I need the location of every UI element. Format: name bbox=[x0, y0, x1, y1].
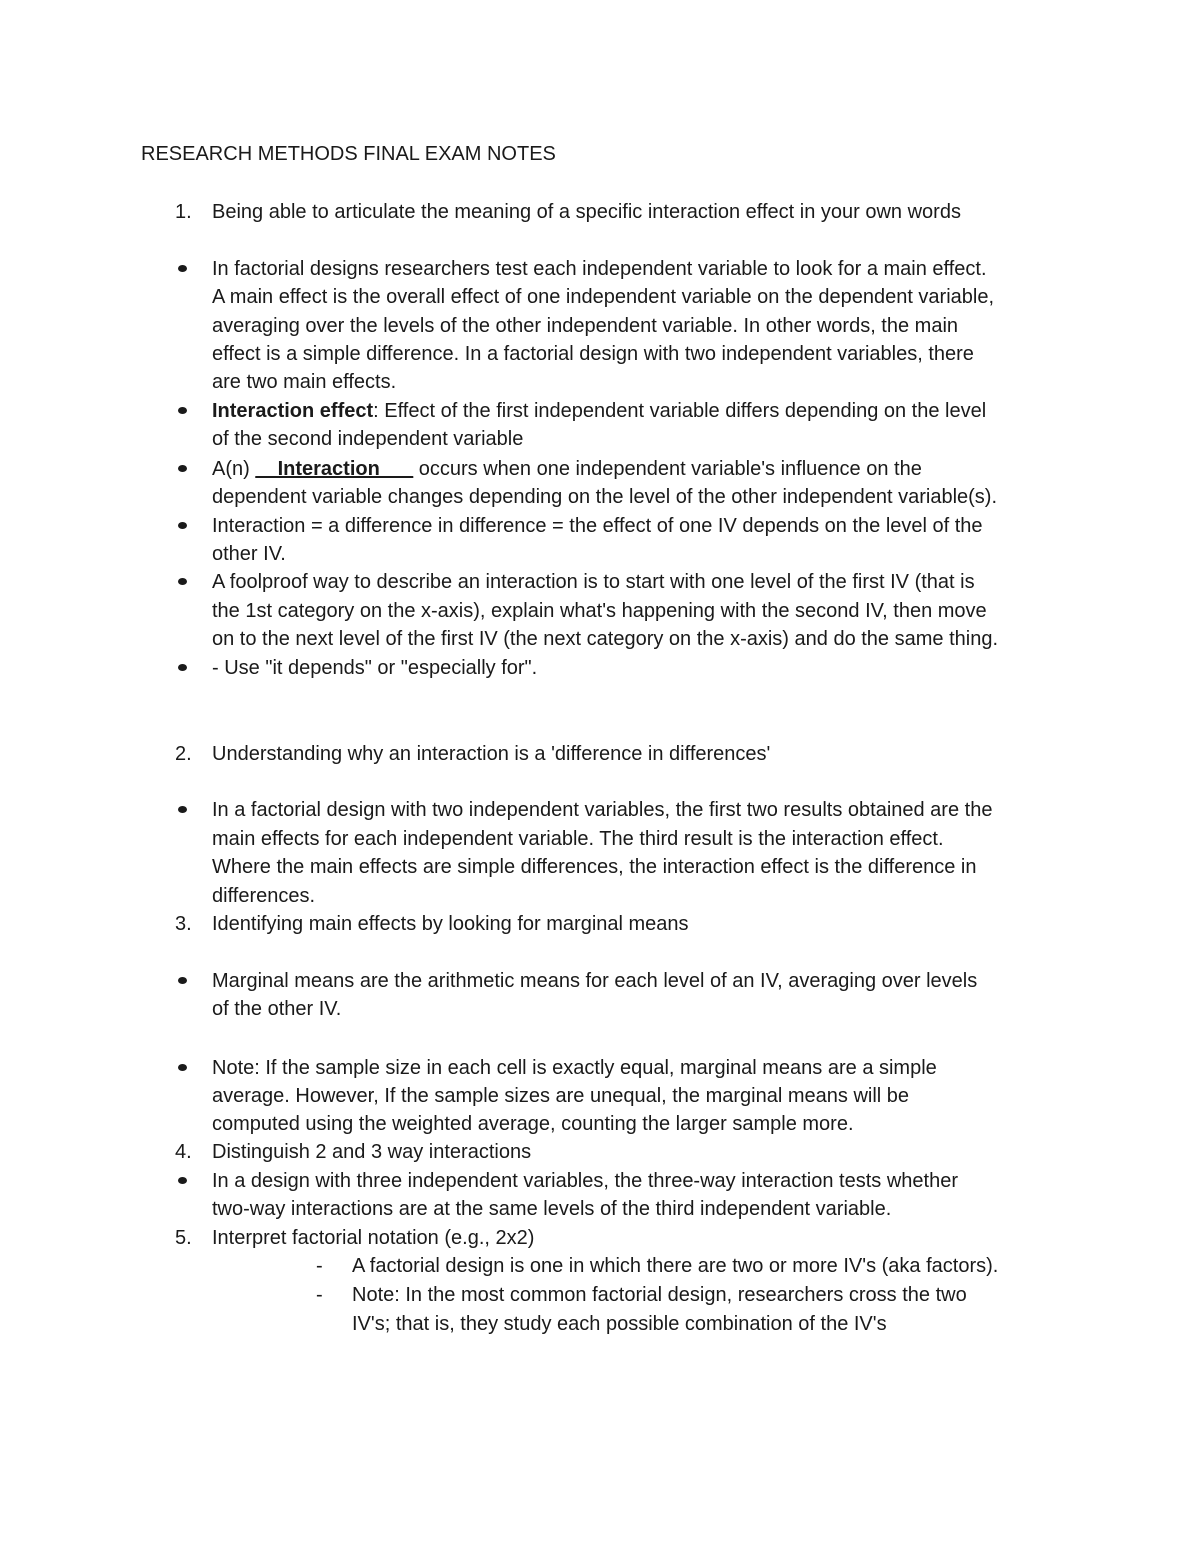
item-4-bullet-1-line-2: two-way interactions are at the same levels of the third independent variable. bbox=[212, 1198, 892, 1220]
item-1-bullet-1-line-4: effect is a simple difference. In a factorial design with two independent variables, there bbox=[212, 343, 974, 365]
item-1-bullet-6-line-1: - Use "it depends" or "especially for". bbox=[212, 657, 538, 679]
item-1-bullet-5-line-1: A foolproof way to describe an interaction is to start with one level of the first IV (that is bbox=[212, 571, 975, 593]
bullet-icon bbox=[178, 407, 187, 414]
item-3-bullet-1-line-2: of the other IV. bbox=[212, 998, 342, 1020]
fill-blank-prefix: A(n) bbox=[212, 458, 256, 480]
dash-marker: - bbox=[316, 1284, 323, 1306]
bullet-icon bbox=[178, 522, 187, 529]
item-2-heading: Understanding why an interaction is a 'difference in differences' bbox=[212, 743, 771, 765]
item-1-bullet-1-line-3: averaging over the levels of the other independent variable. In other words, the main bbox=[212, 315, 959, 337]
item-1-heading: Being able to articulate the meaning of a specific interaction effect in your own words bbox=[212, 201, 961, 223]
item-1-number: 1. bbox=[175, 201, 192, 223]
item-3-bullet-2-line-3: computed using the weighted average, counting the larger sample more. bbox=[212, 1113, 854, 1135]
bullet-icon bbox=[178, 578, 187, 585]
item-3-bullet-2-line-2: average. However, If the sample sizes are unequal, the marginal means will be bbox=[212, 1085, 910, 1107]
item-1-bullet-2-line-2: of the second independent variable bbox=[212, 428, 524, 450]
item-1-bullet-1-line-5: are two main effects. bbox=[212, 371, 397, 393]
item-2-number: 2. bbox=[175, 743, 192, 765]
item-1-bullet-4-line-1: Interaction = a difference in difference = the effect of one IV depends on the level of the bbox=[212, 515, 983, 537]
bullet-icon bbox=[178, 806, 187, 813]
bullet-icon bbox=[178, 1064, 187, 1071]
bullet-icon bbox=[178, 664, 187, 671]
item-3-number: 3. bbox=[175, 913, 192, 935]
item-1-bullet-4-line-2: other IV. bbox=[212, 543, 286, 565]
item-1-bullet-5-line-2: the 1st category on the x-axis), explain what's happening with the second IV, then move bbox=[212, 600, 987, 622]
item-3-bullet-1-line-1: Marginal means are the arithmetic means for each level of an IV, averaging over levels bbox=[212, 970, 978, 992]
dash-marker: - bbox=[316, 1255, 323, 1277]
item-1-bullet-1-line-2: A main effect is the overall effect of one independent variable on the dependent variable, bbox=[212, 286, 995, 308]
item-1-bullet-5-line-3: on to the next level of the first IV (the next category on the x-axis) and do the same thing. bbox=[212, 628, 998, 650]
item-4-bullet-1-line-1: In a design with three independent variables, the three-way interaction tests whether bbox=[212, 1170, 958, 1192]
bullet-icon bbox=[178, 1177, 187, 1184]
document-title: RESEARCH METHODS FINAL EXAM NOTES bbox=[141, 143, 556, 165]
fill-blank-suffix: occurs when one independent variable's influence on the bbox=[413, 458, 922, 480]
item-4-heading: Distinguish 2 and 3 way interactions bbox=[212, 1141, 532, 1163]
bullet-icon bbox=[178, 465, 187, 472]
item-2-bullet-1-line-3: Where the main effects are simple differences, the interaction effect is the difference in bbox=[212, 856, 977, 878]
item-5-dash-2-line-1: Note: In the most common factorial design, researchers cross the two bbox=[352, 1284, 967, 1306]
item-2-bullet-1-line-1: In a factorial design with two independent variables, the first two results obtained are the bbox=[212, 799, 993, 821]
item-5-number: 5. bbox=[175, 1227, 192, 1249]
item-1-bullet-3-line-1 bbox=[212, 455, 922, 483]
item-5-heading: Interpret factorial notation (e.g., 2x2) bbox=[212, 1227, 535, 1249]
item-1-bullet-1-line-1: In factorial designs researchers test each independent variable to look for a main effect. bbox=[212, 258, 987, 280]
item-1-bullet-3-line-2: dependent variable changes depending on the level of the other independent variable(s). bbox=[212, 486, 998, 508]
bullet-icon bbox=[178, 265, 187, 272]
item-3-heading: Identifying main effects by looking for marginal means bbox=[212, 913, 689, 935]
item-4-number: 4. bbox=[175, 1141, 192, 1163]
item-2-bullet-1-line-4: differences. bbox=[212, 885, 316, 907]
item-5-dash-2-line-2: IV's; that is, they study each possible combination of the IV's bbox=[352, 1313, 887, 1335]
item-3-bullet-2-line-1: Note: If the sample size in each cell is exactly equal, marginal means are a simple bbox=[212, 1057, 937, 1079]
item-2-bullet-1-line-2: main effects for each independent variable. The third result is the interaction effect. bbox=[212, 828, 944, 850]
interaction-effect-definition: : Effect of the first independent variable differs depending on the level bbox=[373, 400, 987, 422]
bullet-icon bbox=[178, 977, 187, 984]
item-5-dash-1-line-1: A factorial design is one in which there are two or more IV's (aka factors). bbox=[352, 1255, 999, 1277]
item-1-bullet-2-line-1 bbox=[212, 397, 986, 425]
interaction-effect-term: Interaction effect bbox=[212, 400, 374, 422]
fill-blank-answer: __Interaction___ bbox=[255, 458, 414, 480]
